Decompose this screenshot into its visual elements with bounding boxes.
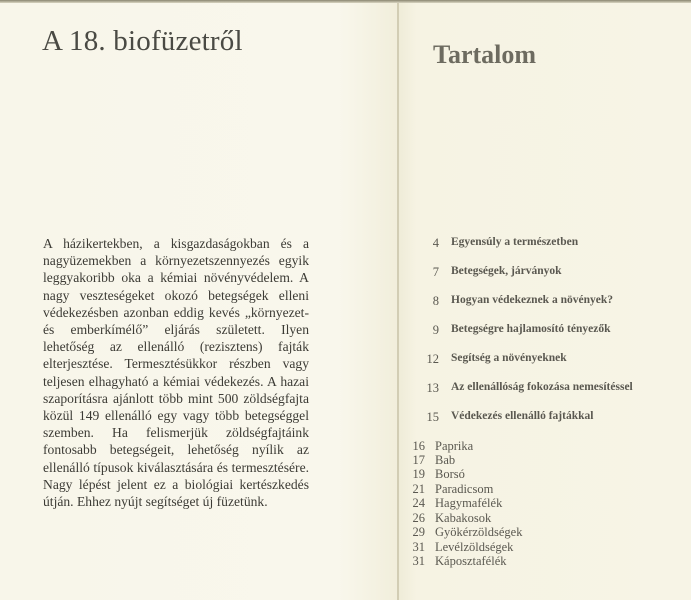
toc-label: Védekezés ellenálló fajtákkal (451, 410, 594, 422)
toc-label: Kabakosok (435, 511, 492, 525)
toc-page-number: 31 (412, 540, 425, 554)
right-page (399, 3, 691, 600)
contents-title: Tartalom (433, 40, 537, 69)
toc-page-number: 7 (432, 265, 439, 279)
toc-page-number: 4 (432, 236, 439, 250)
toc-page-number: 16 (412, 439, 425, 453)
toc-label: Borsó (435, 467, 465, 481)
toc-label: Betegségek, járványok (451, 265, 562, 277)
toc-page-number: 26 (412, 511, 425, 525)
toc-page-number: 15 (426, 410, 439, 424)
toc-label: Hogyan védekeznek a növények? (451, 294, 613, 306)
left-page-title: A 18. biofüzetről (42, 25, 243, 57)
toc-page-number: 29 (412, 525, 425, 539)
toc-page-number: 24 (412, 496, 425, 510)
toc-page-number: 13 (426, 381, 439, 395)
left-page (0, 3, 398, 600)
toc-label: Segítség a növényeknek (451, 352, 567, 364)
toc-label: Paradicsom (435, 482, 494, 496)
toc-label: Betegségre hajlamosító tényezők (451, 323, 611, 335)
toc-label: Levélzöldségek (435, 540, 514, 554)
table-of-contents (399, 3, 691, 600)
toc-label: Egyensúly a természetben (451, 236, 579, 248)
toc-label: Hagymafélék (435, 496, 503, 510)
toc-label: Az ellenállóság fokozása nemesítéssel (451, 381, 633, 393)
toc-label: Bab (435, 453, 456, 467)
intro-paragraph: A házikertekben, a kisgazdaságokban és a nagyüzemekben a környezetszennyezés egyik leggyakoribb oka a kémiai növényvédelem. A nagy veszteségeket okozó betegségek elleni védekezésben azonban eddig kevés „környezet- és emberkímélő” eljárás született. Ilyen lehetőség az ellenálló (rezisztens) fajták elterjesztése. Termesztésükkor részben vagy teljesen elhagyható a kémiai védekezés. A hazai szaporításra ajánlott több mint 500 zöldségfajta közül 149 ellenálló egy vagy több betegséggel szemben. Ha felismerjük zöldségfajtáink fontosabb betegségeit, lehetőség nyílik az ellenálló típusok kiválasztására és termesztésére. Nagy lépést jelent ez a biológiai kertészkedés útján. Ehhez nyújt segítséget új füzetünk. (43, 236, 309, 510)
toc-label: Gyökérzöldségek (435, 525, 523, 539)
toc-page-number: 9 (432, 323, 439, 337)
toc-label: Káposztafélék (435, 554, 507, 568)
toc-page-number: 12 (426, 352, 439, 366)
toc-page-number: 21 (412, 482, 425, 496)
toc-page-number: 31 (412, 554, 425, 568)
toc-page-number: 8 (432, 294, 439, 308)
toc-label: Paprika (435, 439, 474, 453)
toc-page-number: 19 (412, 467, 425, 481)
toc-page-number: 17 (412, 453, 425, 467)
